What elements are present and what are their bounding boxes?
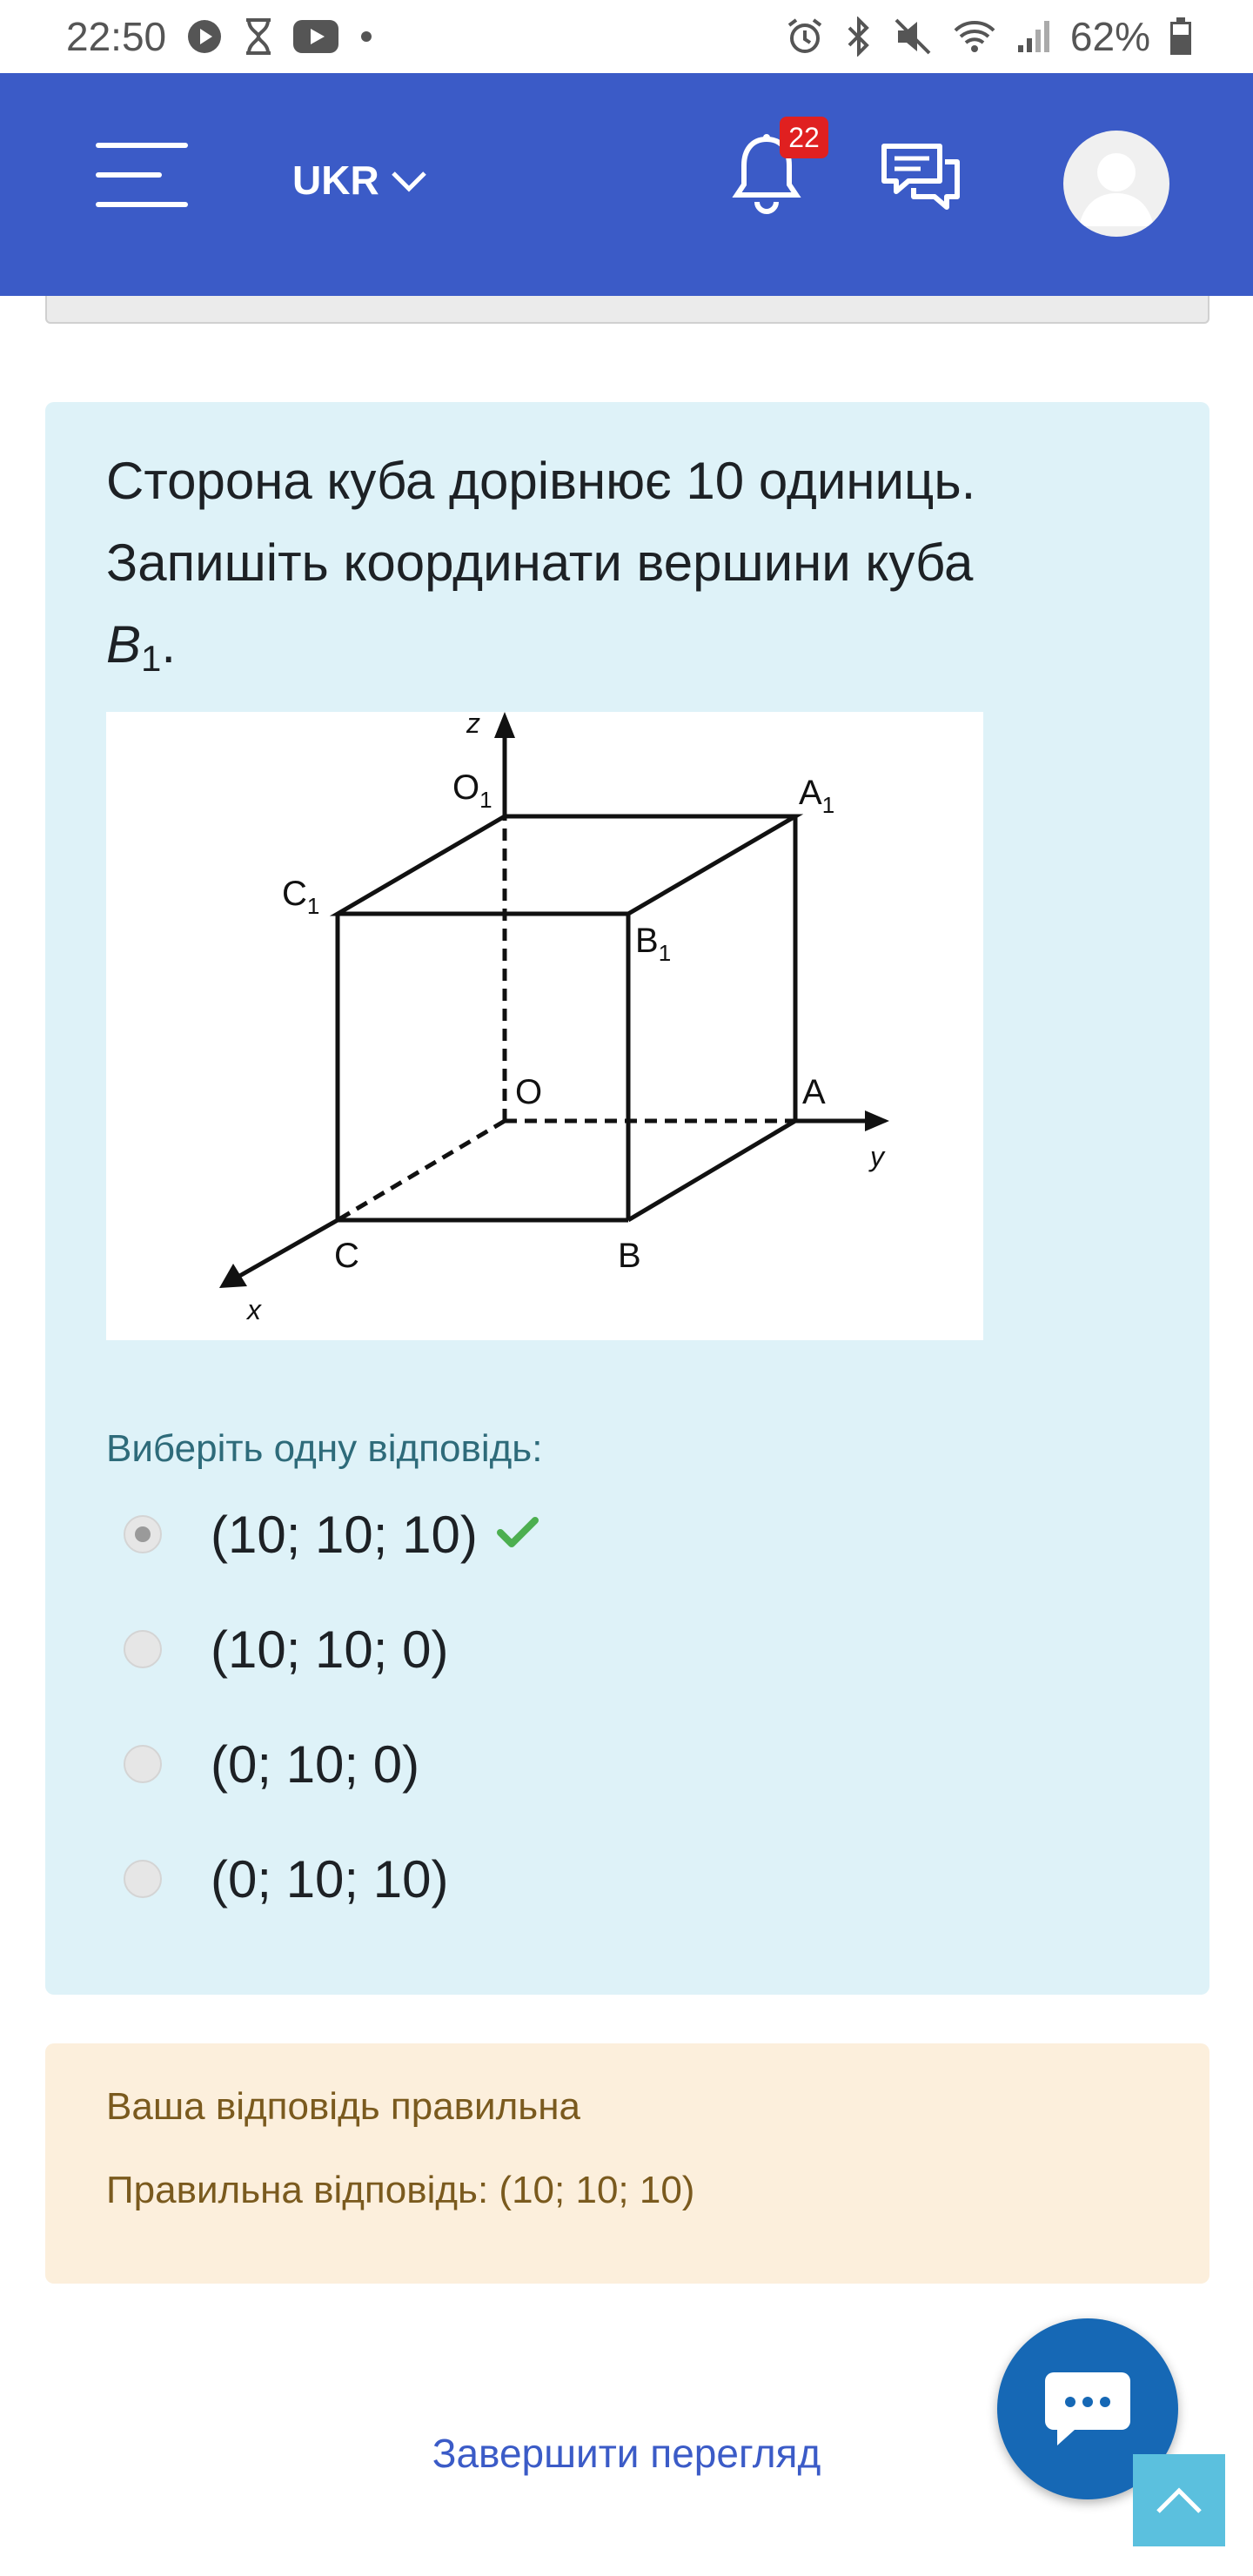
chat-bubble-icon — [1040, 2367, 1136, 2451]
option-label: (10; 10; 10) — [211, 1505, 478, 1564]
answer-option-2[interactable] — [124, 1610, 449, 1688]
avatar[interactable] — [1063, 131, 1169, 237]
status-time: 22:50 — [66, 14, 167, 59]
bluetooth-icon — [844, 17, 874, 57]
answer-option-4[interactable] — [124, 1840, 449, 1918]
vertex-letter: B — [106, 615, 142, 674]
feedback-box — [45, 2043, 1209, 2284]
youtube-icon — [293, 20, 338, 53]
question-line-2: Запишіть координати вершини куба — [106, 533, 974, 592]
label-c1: $C_1$ — [282, 875, 320, 919]
cube-figure — [106, 712, 983, 1340]
feedback-correct-answer: Правильна відповідь: (10; 10; 10) — [106, 2169, 695, 2211]
label-o: O — [515, 1073, 543, 1111]
vertex-subscript: 1 — [141, 638, 162, 679]
label-b: B — [618, 1237, 641, 1275]
label-b1: $B_1$ — [635, 922, 672, 966]
hourglass-icon — [243, 17, 274, 56]
radio-selected-dot — [135, 1526, 151, 1542]
vertex-end: . — [161, 615, 177, 674]
chevron-up-icon — [1155, 2485, 1203, 2515]
question-line-1: Сторона куба дорівнює 10 одиниць. — [106, 452, 976, 510]
play-circle-icon — [185, 17, 224, 56]
label-x: x — [247, 1294, 261, 1325]
label-z: z — [466, 712, 480, 739]
wifi-icon — [952, 18, 997, 55]
radio-button[interactable] — [124, 1860, 162, 1898]
x-axis — [237, 1220, 338, 1278]
mute-icon — [893, 17, 933, 57]
answer-option-1[interactable] — [124, 1495, 539, 1573]
feedback-result: Ваша відповідь правильна — [106, 2085, 580, 2128]
option-label: (10; 10; 0) — [211, 1620, 449, 1679]
option-label: (0; 10; 0) — [211, 1734, 420, 1794]
alarm-icon — [785, 17, 825, 57]
top-face — [338, 816, 795, 914]
answer-option-3[interactable] — [124, 1725, 419, 1803]
language-label: UKR — [292, 158, 379, 203]
edge-o-c — [338, 1121, 505, 1220]
label-c: C — [334, 1237, 359, 1275]
menu-button[interactable] — [96, 143, 188, 209]
label-y: y — [870, 1141, 884, 1172]
y-arrow — [865, 1110, 889, 1131]
checkmark-icon — [497, 1515, 539, 1554]
signal-icon — [1016, 19, 1051, 54]
z-arrow — [494, 712, 515, 738]
status-bar — [0, 0, 1253, 73]
language-selector[interactable] — [292, 157, 428, 204]
edge-b-a — [628, 1121, 795, 1220]
finish-review-link[interactable]: Завершити перегляд — [432, 2431, 821, 2476]
dot-icon — [358, 28, 375, 45]
option-label: (0; 10; 10) — [211, 1849, 449, 1909]
battery-icon — [1169, 17, 1192, 56]
previous-card-edge — [45, 296, 1209, 324]
label-a: A — [802, 1073, 826, 1111]
messages-icon[interactable] — [879, 138, 962, 221]
question-text — [106, 440, 1168, 700]
question-line-3 — [106, 604, 1168, 700]
battery-percent: 62% — [1069, 14, 1150, 59]
scroll-to-top-button[interactable] — [1133, 2454, 1225, 2546]
label-a1: $A_1$ — [799, 774, 835, 818]
radio-button[interactable] — [124, 1630, 162, 1668]
chevron-down-icon — [390, 157, 428, 204]
notification-badge: 22 — [780, 117, 828, 158]
label-o1: $O_1$ — [452, 768, 492, 813]
radio-button[interactable] — [124, 1515, 162, 1553]
question-card — [45, 402, 1209, 1995]
answer-prompt: Виберіть одну відповідь: — [106, 1427, 543, 1470]
app-bar — [0, 73, 1253, 296]
radio-button[interactable] — [124, 1745, 162, 1783]
